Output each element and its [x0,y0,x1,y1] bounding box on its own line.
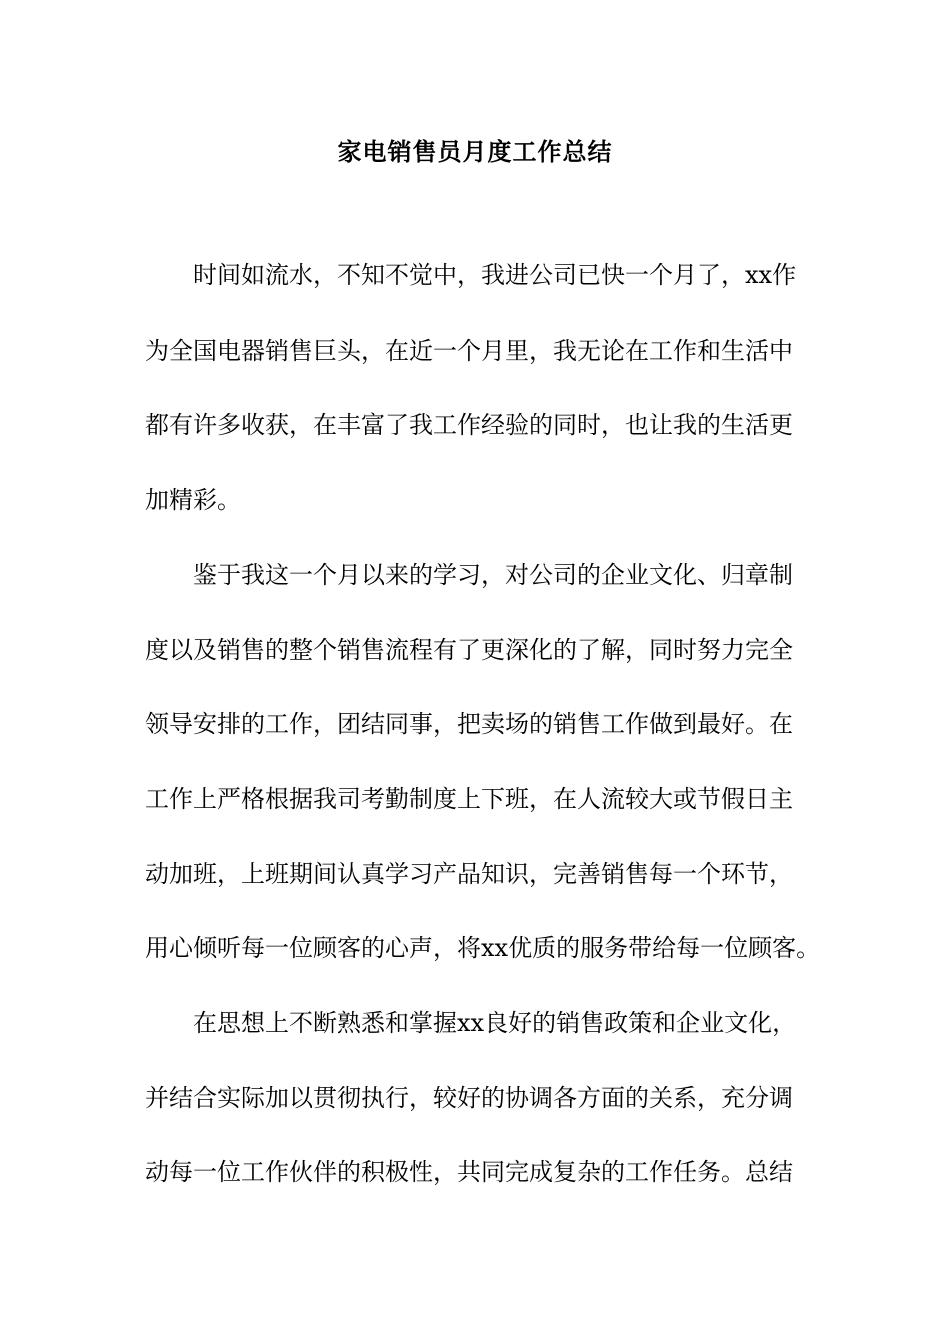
paragraph-2-line-2: 度以及销售的整个销售流程有了更深化的了解，同时努力完全 [145,636,793,664]
paragraph-1-line-1: 时间如流水，不知不觉中，我进公司已快一个月了，xx作 [193,261,797,289]
paragraph-1-line-4: 加精彩。 [145,486,241,514]
paragraph-3-line-2: 并结合实际加以贯彻执行，较好的协调各方面的关系，充分调 [145,1084,793,1112]
paragraph-2-line-4: 工作上严格根据我司考勤制度上下班，在人流较大或节假日主 [145,785,793,813]
paragraph-1-line-3: 都有许多收获，在丰富了我工作经验的同时，也让我的生活更 [145,411,793,439]
paragraph-1-line-2: 为全国电器销售巨头，在近一个月里，我无论在工作和生活中 [145,337,793,365]
paragraph-3-line-1: 在思想上不断熟悉和掌握xx良好的销售政策和企业文化， [193,1009,797,1037]
paragraph-2-line-3: 领导安排的工作，团结同事，把卖场的销售工作做到最好。在 [145,710,793,738]
paragraph-2-line-5: 动加班，上班期间认真学习产品知识，完善销售每一个环节， [145,860,793,888]
document-title: 家电销售员月度工作总结 [337,137,613,166]
paragraph-2-line-1: 鉴于我这一个月以来的学习，对公司的企业文化、归章制 [193,561,793,589]
paragraph-2-line-6: 用心倾听每一位顾客的心声，将xx优质的服务带给每一位顾客。 [145,934,821,962]
paragraph-3-line-3: 动每一位工作伙伴的积极性，共同完成复杂的工作任务。总结 [145,1158,793,1186]
